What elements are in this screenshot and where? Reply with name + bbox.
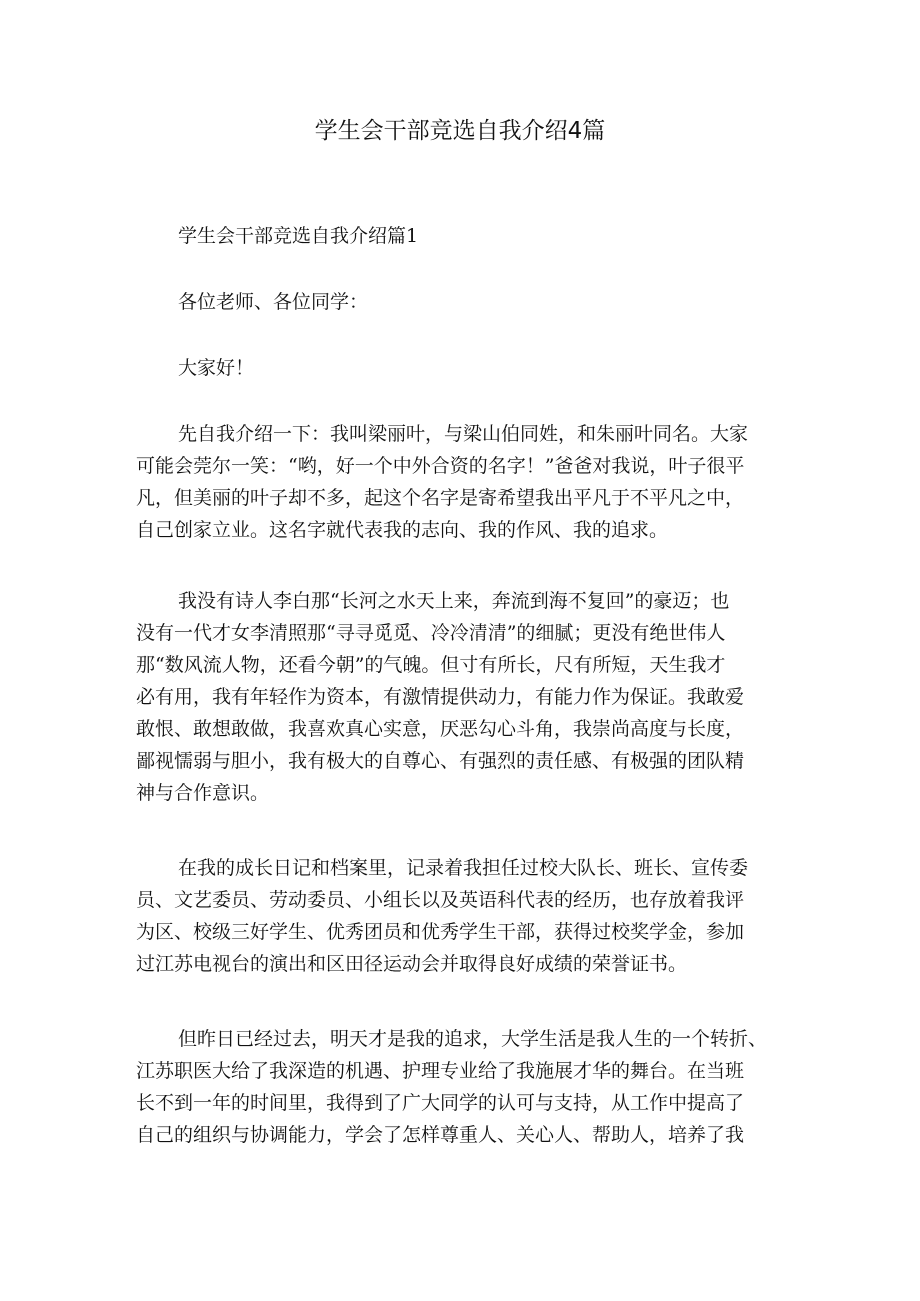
- paragraph-line: 先自我介绍一下：我叫梁丽叶，与梁山伯同姓，和朱丽叶同名。大家: [178, 423, 749, 445]
- paragraph-poets: [136, 585, 784, 809]
- salutation: 各位老师、各位同学：: [178, 291, 369, 313]
- paragraph-line: 江苏职医大给了我深造的机遇、护理专业给了我施展才华的舞台。在当班: [136, 1060, 745, 1082]
- paragraph-line: 必有用，我有年轻作为资本，有激情提供动力，有能力作为保证。我敢爱: [136, 686, 745, 708]
- section-heading: 学生会干部竞选自我介绍篇1: [178, 225, 419, 247]
- paragraph-record: [136, 852, 784, 980]
- paragraph-line: 员、文艺委员、劳动委员、小组长以及英语科代表的经历，也存放着我评: [136, 889, 745, 911]
- paragraph-line: 过江苏电视台的演出和区田径运动会并取得良好成绩的荣誉证书。: [136, 953, 688, 975]
- document-title: 学生会干部竞选自我介绍4篇: [314, 118, 606, 144]
- paragraph-line: 但昨日已经过去，明天才是我的追求，大学生活是我人生的一个转折、: [178, 1028, 768, 1050]
- paragraph-line: 长不到一年的时间里，我得到了广大同学的认可与支持，从工作中提高了: [136, 1092, 745, 1114]
- paragraph-future: [136, 1023, 784, 1151]
- paragraph-line: 凡，但美丽的叶子却不多，起这个名字是寄希望我出平凡于不平凡之中，: [136, 487, 745, 509]
- paragraph-line: 神与合作意识。: [136, 782, 270, 804]
- paragraph-line: 我没有诗人李白那“长河之水天上来，奔流到海不复回”的豪迈；也: [178, 590, 730, 612]
- paragraph-line: 自己创家立业。这名字就代表我的志向、我的作风、我的追求。: [136, 519, 669, 541]
- paragraph-line: 敢恨、敢想敢做，我喜欢真心实意，厌恶勾心斗角，我崇尚高度与长度，: [136, 718, 745, 740]
- greeting: 大家好！: [178, 357, 255, 379]
- paragraph-line: 可能会莞尔一笑：“哟，好一个中外合资的名字！”爸爸对我说，叶子很平: [136, 455, 745, 477]
- paragraph-line: 没有一代才女李清照那“寻寻觅觅、冷冷清清”的细腻；更没有绝世伟人: [136, 622, 726, 644]
- paragraph-line: 在我的成长日记和档案里，记录着我担任过校大队长、班长、宣传委: [178, 857, 749, 879]
- paragraph-line: 为区、校级三好学生、优秀团员和优秀学生干部，获得过校奖学金，参加: [136, 921, 745, 943]
- paragraph-line: 鄙视懦弱与胆小，我有极大的自尊心、有强烈的责任感、有极强的团队精: [136, 750, 745, 772]
- paragraph-line: 自己的组织与协调能力，学会了怎样尊重人、关心人、帮助人，培养了我: [136, 1124, 745, 1146]
- paragraph-intro: [136, 418, 784, 546]
- paragraph-line: 那“数风流人物，还看今朝”的气魄。但寸有所长，尺有所短，天生我才: [136, 654, 726, 676]
